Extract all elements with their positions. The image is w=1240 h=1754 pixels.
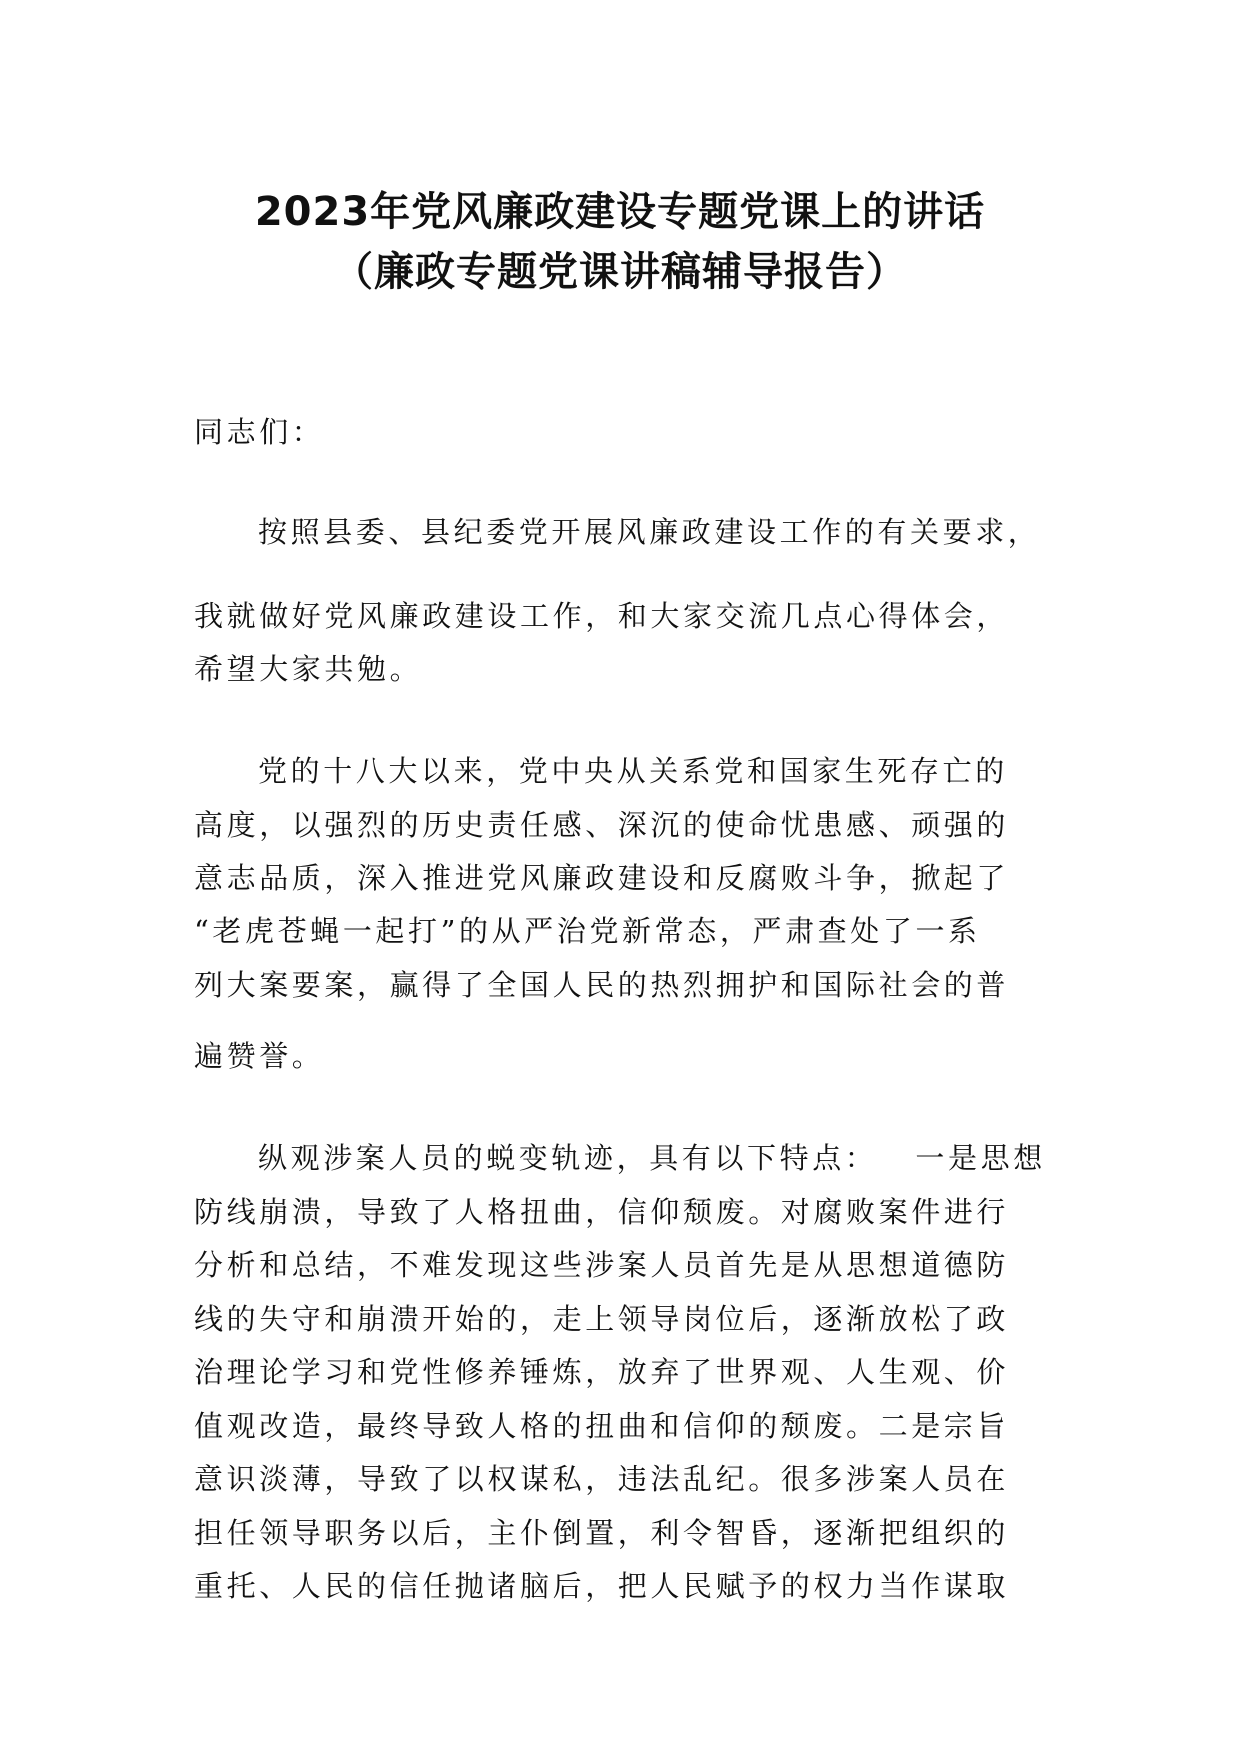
paragraph-2-line: 高度，以强烈的历史责任感、深沉的使命忧患感、顽强的 (194, 808, 1010, 842)
paragraph-3-line: 分析和总结，不难发现这些涉案人员首先是从思想道德防 (194, 1248, 1010, 1282)
paragraph-3-line: 重托、人民的信任抛诸脑后，把人民赋予的权力当作谋取 (194, 1569, 1010, 1603)
paragraph-3-line: 防线崩溃，导致了人格扭曲，信仰颓废。对腐败案件进行 (194, 1195, 1010, 1229)
paragraph-3-line: 值观改造，最终导致人格的扭曲和信仰的颓废。二是宗旨 (194, 1409, 1010, 1443)
paragraph-3-lead: 纵观涉案人员的蜕变轨迹，具有以下特点： (258, 1141, 878, 1175)
paragraph-3-line: 线的失守和崩溃开始的，走上领导岗位后，逐渐放松了政 (194, 1302, 1010, 1336)
document-title: 2023年党风廉政建设专题党课上的讲话 (254, 189, 986, 235)
paragraph-1-line: 我就做好党风廉政建设工作，和大家交流几点心得体会， (194, 599, 1010, 633)
paragraph-1-line: 按照县委、县纪委党开展风廉政建设工作的有关要求， (258, 515, 1041, 549)
paragraph-2-line: 意志品质，深入推进党风廉政建设和反腐败斗争，掀起了 (194, 861, 1010, 895)
paragraph-3-lead-cont: 一是思想 (915, 1141, 1046, 1175)
paragraph-1-line: 希望大家共勉。 (194, 652, 423, 686)
salutation: 同志们： (194, 415, 325, 449)
paragraph-2-line: 遍赞誉。 (194, 1039, 325, 1073)
paragraph-3-line: 治理论学习和党性修养锤炼，放弃了世界观、人生观、价 (194, 1355, 1010, 1389)
paragraph-2-line: 列大案要案，赢得了全国人民的热烈拥护和国际社会的普 (194, 968, 1010, 1002)
paragraph-3-line (258, 1140, 1046, 1176)
paragraph-2-line: “老虎苍蝇一起打”的从严治党新常态，严肃查处了一系 (194, 914, 981, 948)
paragraph-3-line: 意识淡薄，导致了以权谋私，违法乱纪。很多涉案人员在 (194, 1462, 1010, 1496)
paragraph-3-line: 担任领导职务以后，主仆倒置，利令智昏，逐渐把组织的 (194, 1516, 1010, 1550)
document-subtitle: （廉政专题党课讲稿辅导报告） (333, 249, 907, 295)
paragraph-2-line: 党的十八大以来，党中央从关系党和国家生死存亡的 (258, 754, 1008, 788)
